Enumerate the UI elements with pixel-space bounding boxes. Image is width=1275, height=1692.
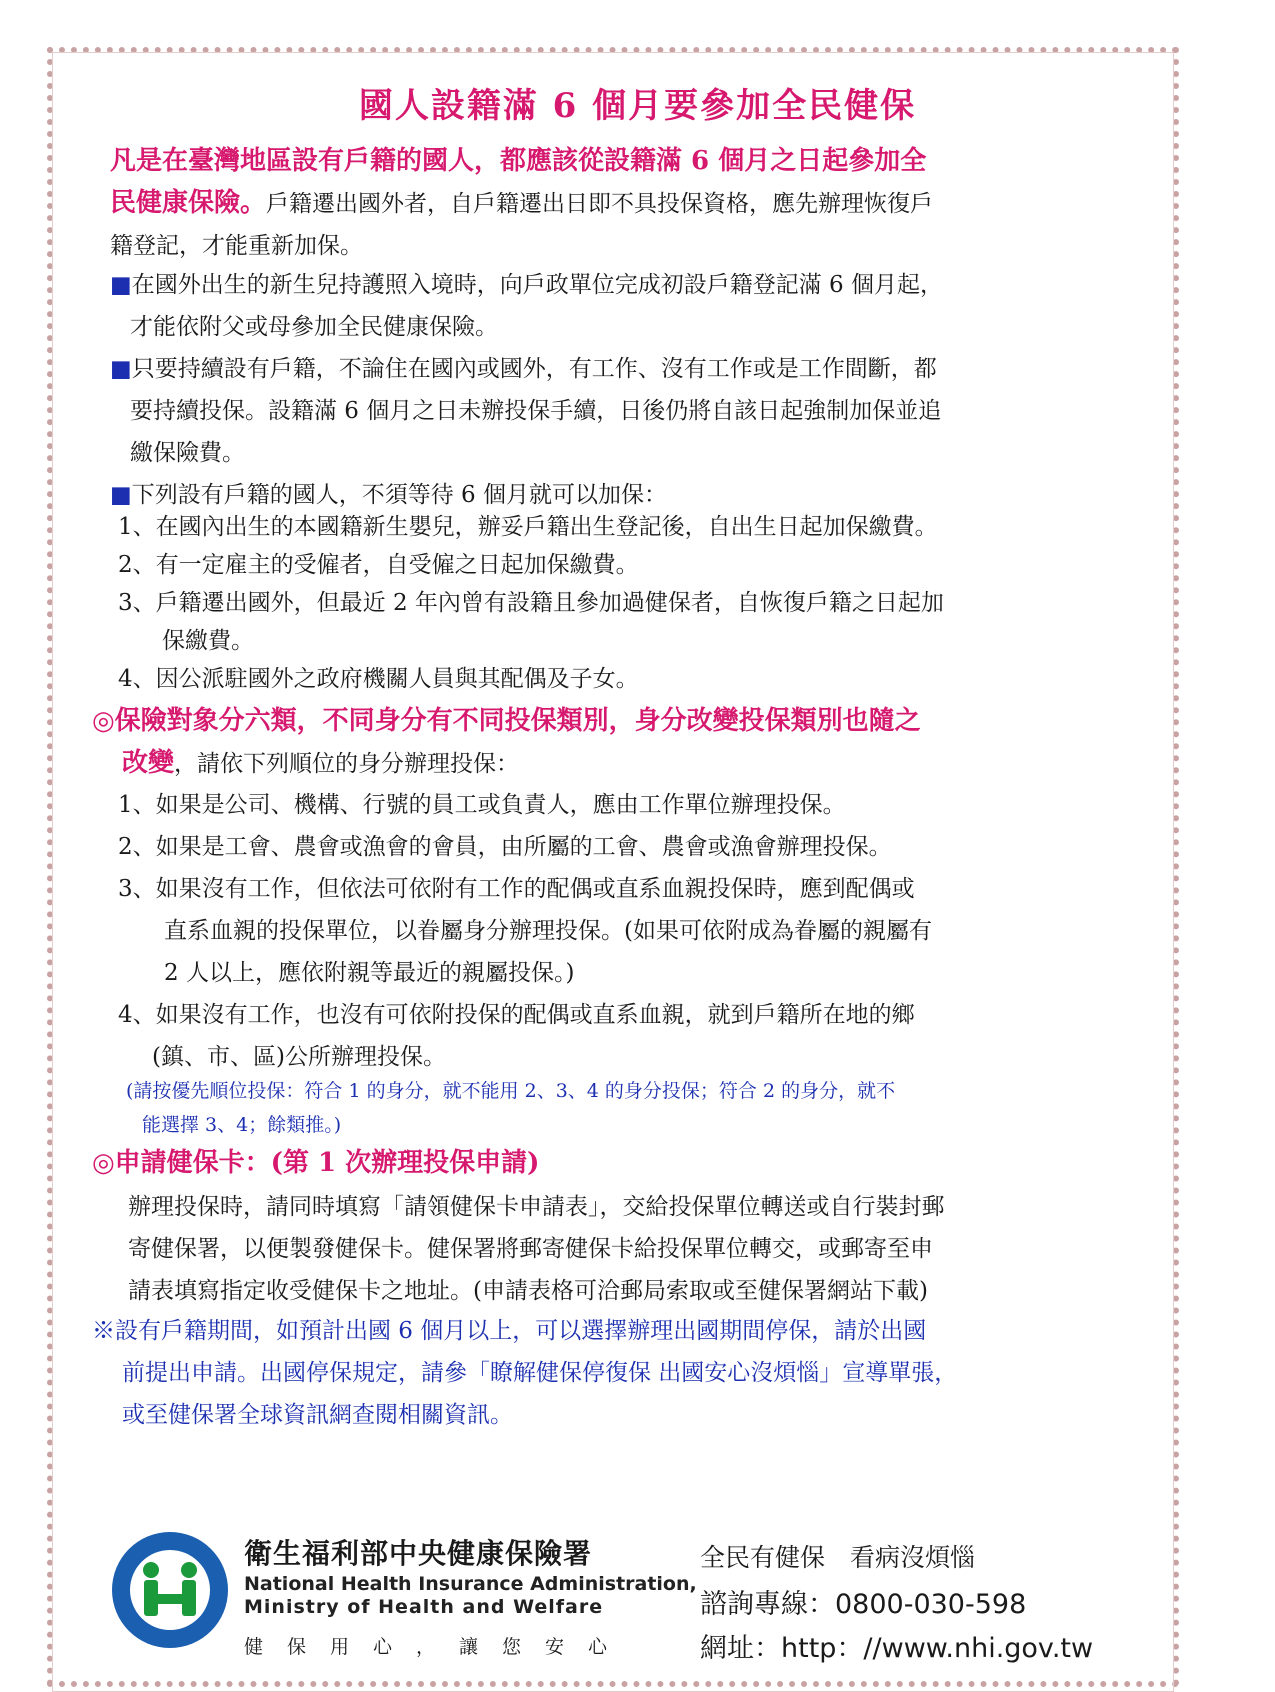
list-item: 2、如果是工會、農會或漁會的會員，由所屬的工會、農會或漁會辦理投保。 bbox=[118, 834, 892, 860]
bullet-item bbox=[110, 264, 1150, 348]
paragraph-line: 辦理投保時，請同時填寫「請領健保卡申請表」，交給投保單位轉送或自行裝封郵 bbox=[128, 1194, 945, 1220]
reminder-line: 前提出申請。出國停保規定，請參「瞭解健保停復保 出國安心沒煩惱」宣導單張， bbox=[122, 1360, 958, 1386]
list-item: 2、有一定雇主的受僱者，自受僱之日起加保繳費。 bbox=[118, 552, 639, 578]
org-name-zh: 衛生福利部中央健康保險署 bbox=[244, 1537, 593, 1570]
bullet-text: 才能依附父或母參加全民健康保險。 bbox=[130, 314, 498, 340]
square-bullet-icon: ■ bbox=[110, 272, 132, 298]
intro-paragraph bbox=[110, 140, 1150, 267]
list-item: 1、在國內出生的本國籍新生嬰兒，辦妥戶籍出生登記後，自出生日起加保繳費。 bbox=[118, 514, 938, 540]
reminder-line: 或至健保署全球資訊網查閱相關資訊。 bbox=[122, 1402, 513, 1428]
list-item-continuation: 保繳費。 bbox=[162, 628, 254, 654]
section-heading: ◎申請健保卡：(第 1 次辦理投保申請) bbox=[92, 1148, 540, 1178]
bullet-text: 繳保險費。 bbox=[130, 440, 245, 466]
list-item-continuation: 2 人以上，應依附親等最近的親屬投保。) bbox=[164, 960, 575, 986]
square-bullet-icon: ■ bbox=[110, 356, 132, 382]
section-heading-rest: ，請依下列順位的身分辦理投保： bbox=[174, 751, 520, 777]
intro-highlight-line-1: 凡是在臺灣地區設有戶籍的國人，都應該從設籍滿 6 個月之日起參加全 bbox=[110, 146, 927, 176]
list-item: 4、如果沒有工作，也沒有可依附投保的配偶或直系血親，就到戶籍所在地的鄉 bbox=[118, 1002, 915, 1028]
note-line: (請按優先順位投保：符合 1 的身分，就不能用 2、3、4 的身分投保；符合 2 的身分，就不 bbox=[126, 1080, 896, 1102]
bullet-text: 只要持續設有戶籍，不論住在國內或國外，有工作、沒有工作或是工作間斷，都 bbox=[131, 356, 937, 382]
bullet-text: 下列設有戶籍的國人，不須等待 6 個月就可以加保： bbox=[131, 482, 667, 508]
paragraph-line: 寄健保署，以便製發健保卡。健保署將郵寄健保卡給投保單位轉交，或郵寄至申 bbox=[128, 1236, 933, 1262]
suspension-reminder bbox=[92, 1310, 1132, 1436]
intro-text-line-1: 戶籍遷出國外者，自戶籍遷出日即不具投保資格，應先辦理恢復戶 bbox=[266, 191, 934, 217]
bullet-text: 要持續投保。設籍滿 6 個月之日未辦投保手續，日後仍將自該日起強制加保並追 bbox=[130, 398, 942, 424]
website-link[interactable]: 網址：http：//www.nhi.gov.tw bbox=[700, 1633, 1094, 1664]
slogan: 全民有健保 看病沒煩惱 bbox=[700, 1543, 976, 1572]
section-heading: ◎保險對象分六類，不同身分有不同投保類別，身分改變投保類別也隨之 bbox=[92, 706, 921, 736]
list-item-continuation: 直系血親的投保單位，以眷屬身分辦理投保。(如果可依附成為眷屬的親屬有 bbox=[164, 918, 932, 944]
bullet-text: 在國外出生的新生兒持護照入境時，向戶政單位完成初設戶籍登記滿 6 個月起， bbox=[131, 272, 943, 298]
note-line: 能選擇 3、4；餘類推。) bbox=[142, 1114, 342, 1136]
org-name-en: National Health Insurance Administration, bbox=[244, 1573, 697, 1595]
page-title: 國人設籍滿 6 個月要參加全民健保 bbox=[358, 86, 917, 126]
priority-note bbox=[126, 1074, 1166, 1142]
org-name-en-ministry: Ministry of Health and Welfare bbox=[244, 1596, 604, 1618]
square-bullet-icon: ■ bbox=[110, 482, 132, 508]
reminder-line: ※設有戶籍期間，如預計出國 6 個月以上，可以選擇辦理出國期間停保，請於出國 bbox=[92, 1318, 927, 1344]
list-item: 3、戶籍遷出國外，但最近 2 年內曾有設籍且參加過健保者，自恢復戶籍之日起加 bbox=[118, 590, 944, 616]
paragraph-line: 請表填寫指定收受健保卡之地址。(申請表格可洽郵局索取或至健保署網站下載) bbox=[128, 1278, 928, 1304]
priority-list bbox=[118, 784, 1158, 1078]
intro-text-line-2: 籍登記，才能重新加保。 bbox=[110, 233, 363, 259]
insured-categories-section bbox=[92, 700, 1172, 785]
hotline: 諮詢專線：0800-030-598 bbox=[700, 1589, 1027, 1620]
card-application-text bbox=[128, 1186, 1168, 1312]
org-slogan: 健保用心，讓您安心 bbox=[244, 1636, 632, 1658]
bullet-item bbox=[110, 348, 1150, 474]
list-item: 3、如果沒有工作，但依法可依附有工作的配偶或直系血親投保時，應到配偶或 bbox=[118, 876, 915, 902]
intro-highlight-line-2: 民健康保險。 bbox=[110, 188, 267, 218]
no-wait-list bbox=[118, 508, 1158, 698]
list-item: 4、因公派駐國外之政府機關人員與其配偶及子女。 bbox=[118, 666, 639, 692]
list-item-continuation: (鎮、市、區)公所辦理投保。 bbox=[152, 1044, 446, 1070]
list-item: 1、如果是公司、機構、行號的員工或負責人，應由工作單位辦理投保。 bbox=[118, 792, 846, 818]
section-heading-cont: 改變 bbox=[122, 748, 175, 778]
nhi-logo bbox=[110, 1530, 230, 1650]
card-application-section bbox=[92, 1142, 1132, 1184]
bullet-section bbox=[110, 264, 1150, 516]
